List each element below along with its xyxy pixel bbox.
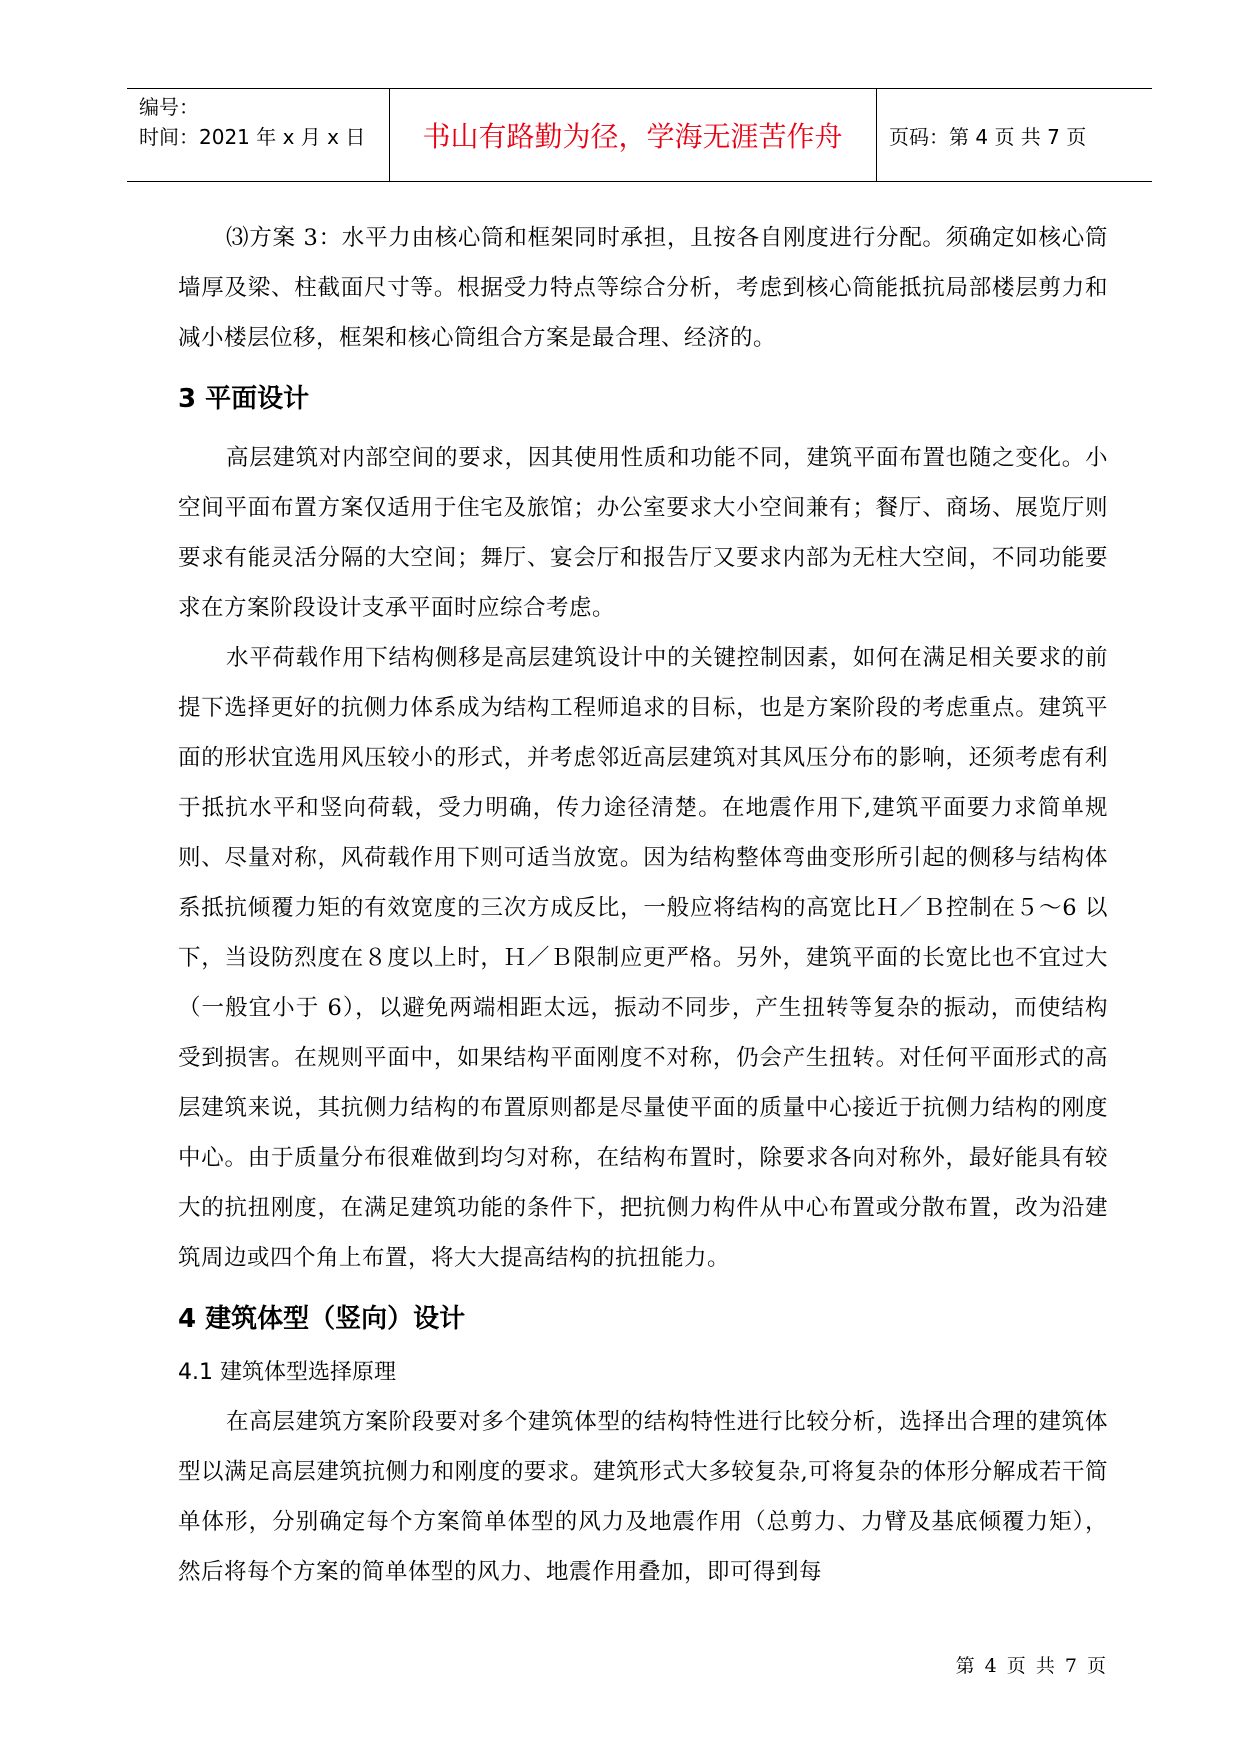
document-header	[127, 88, 1152, 182]
paragraph-shape-1: 在高层建筑方案阶段要对多个建筑体型的结构特性进行比较分析，选择出合理的建筑体型以满足高层建筑抗侧力和刚度的要求。建筑形式大多较复杂,可将复杂的体形分解成若干简单体形，分别确定每个方案简单体型的风力及地震作用（总剪力、力臂及基底倾覆力矩），然后将每个方案的简单体型的风力、地震作用叠加，即可得到每	[178, 1409, 1108, 1585]
header-meta	[139, 92, 384, 152]
document-body	[178, 213, 1108, 1597]
header-divider-right	[876, 88, 877, 182]
header-page-label: 页码：第 4 页 共 7 页	[889, 124, 1087, 149]
header-number-label: 编号：	[139, 95, 199, 119]
header-time-label: 时间：2021 年 x 月 x 日	[139, 125, 366, 149]
header-motto: 书山有路勤为径，学海无涯苦作舟	[422, 120, 843, 153]
heading-section-3: 3 平面设计	[178, 384, 310, 414]
paragraph-scheme-3: ⑶方案 3：水平力由核心筒和框架同时承担，且按各自刚度进行分配。须确定如核心筒墙厚及梁、柱截面尺寸等。根据受力特点等综合分析，考虑到核心筒能抵抗局部楼层剪力和减小楼层位移，框架和核心筒组合方案是最合理、经济的。	[178, 225, 1108, 351]
page-footer: 第 4 页 共 7 页	[955, 1655, 1108, 1677]
heading-section-4-1: 4.1 建筑体型选择原理	[178, 1360, 396, 1385]
heading-section-4: 4 建筑体型（竖向）设计	[178, 1304, 466, 1334]
paragraph-plane-1: 高层建筑对内部空间的要求，因其使用性质和功能不同，建筑平面布置也随之变化。小空间平面布置方案仅适用于住宅及旅馆；办公室要求大小空间兼有；餐厅、商场、展览厅则要求有能灵活分隔的大空间；舞厅、宴会厅和报告厅又要求内部为无柱大空间，不同功能要求在方案阶段设计支承平面时应综合考虑。	[178, 445, 1108, 621]
paragraph-plane-2: 水平荷载作用下结构侧移是高层建筑设计中的关键控制因素，如何在满足相关要求的前提下选择更好的抗侧力体系成为结构工程师追求的目标，也是方案阶段的考虑重点。建筑平面的形状宜选用风压较小的形式，并考虑邻近高层建筑对其风压分布的影响，还须考虑有利于抵抗水平和竖向荷载，受力明确，传力途径清楚。在地震作用下,建筑平面要力求简单规则、尽量对称，风荷载作用下则可适当放宽。因为结构整体弯曲变形所引起的侧移与结构体系抵抗倾覆力矩的有效宽度的三次方成反比，一般应将结构的高宽比Ｈ／Ｂ控制在５～6 以下，当设防烈度在８度以上时，Ｈ／Ｂ限制应更严格。另外，建筑平面的长宽比也不宜过大（一般宜小于 6），以避免两端相距太远，振动不同步，产生扭转等复杂的振动，而使结构受到损害。在规则平面中，如果结构平面刚度不对称，仍会产生扭转。对任何平面形式的高层建筑来说，其抗侧力结构的布置原则都是尽量使平面的质量中心接近于抗侧力结构的刚度中心。由于质量分布很难做到均匀对称，在结构布置时，除要求各向对称外，最好能具有较大的抗扭刚度，在满足建筑功能的条件下，把抗侧力构件从中心布置或分散布置，改为沿建筑周边或四个角上布置，将大大提高结构的抗扭能力。	[178, 645, 1108, 1271]
